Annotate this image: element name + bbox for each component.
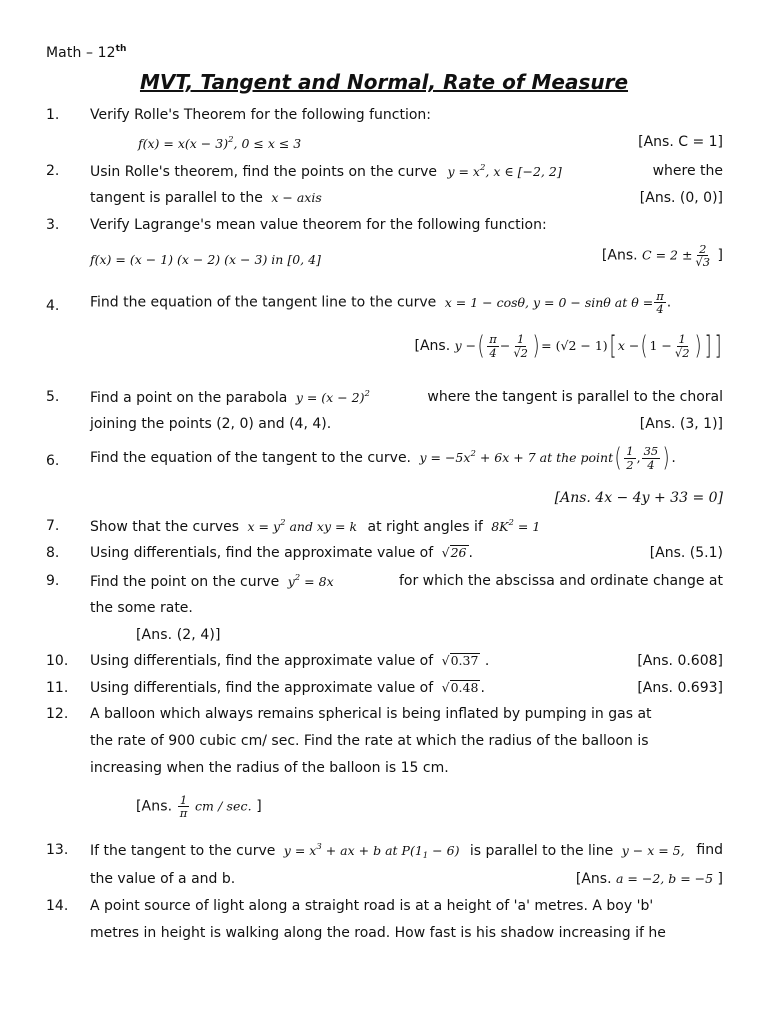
answer-fraction [487,333,499,358]
radicand: 26 [450,545,467,560]
question-text: find [696,842,723,858]
answer-math: a = −2, b = −5 [615,871,714,886]
answer-fraction [693,243,712,268]
math-superscript: 2 [280,518,286,528]
question-text: Find the equation of the tangent to the curve. [90,450,412,466]
math-fragment: y = x [447,164,480,179]
question-text: where the tangent is parallel to the choral [427,389,723,405]
question-math [296,390,370,405]
fraction-numerator: 1 [626,444,634,459]
question-text: the some rate. [90,600,193,616]
question-text: increasing when the radius of the balloon is 15 cm. [90,760,449,776]
question-line [90,389,370,406]
math-fragment: − 6) [428,843,460,858]
question-number: 5. [46,389,60,405]
answer-prefix: [Ans. [575,871,612,887]
question-fraction [654,290,666,315]
math-superscript: 2 [470,449,476,459]
question-line [90,190,322,206]
subject-label [46,44,127,61]
question-line [90,163,562,180]
math-fragment: + ax + b at P(1 [321,843,423,858]
question-fraction [624,445,635,470]
page-title: MVT, Tangent and Normal, Rate of Measure [139,70,629,94]
answer-math: x − [617,338,640,353]
radicand: 0.48 [450,680,479,695]
radicand: 0.37 [450,653,479,668]
question-line: Using differentials, find the approximate value of √0.48 . [90,680,485,696]
math-fragment: 8K [491,519,509,534]
answer-prefix: [Ans. [601,247,638,264]
fraction-denominator: 4 [656,302,664,317]
answer: [Ans. (5.1) [649,545,723,561]
question-number: 1. [46,107,60,123]
answer [576,871,723,887]
answer-math: = (√2 − 1) [541,338,608,353]
question-line: Find the equation of the tangent to the curve. $y = -5x^2 + 6x + 7$ at the point( $\frac{1}{2}$ , $\frac{35}{4}$ ) . [90,443,676,473]
answer-fraction [511,333,530,358]
fraction-denominator: √3 [695,255,711,270]
question-text: the rate of 900 cubic cm/ sec. Find the rate at which the radius of the balloon is [90,733,649,749]
math-superscript: 2 [364,389,370,399]
answer-prefix: [Ans. [136,798,173,815]
math-superscript: 2 [480,163,486,173]
fraction-numerator: 2 [699,242,707,256]
question-text: A balloon which always remains spherical is being inflated by pumping in gas at [90,706,652,722]
question-number: 2. [46,163,60,179]
question-math: f(x) = (x − 1) (x − 2) (x − 3) in [0, 4] [90,252,321,267]
question-text: where the [652,163,723,179]
answer-fraction [178,794,190,819]
math-fragment: , x ∈ [−2, 2] [485,164,562,179]
math-fragment: f(x) = x(x − 3) [138,136,229,151]
question-text: Using differentials, find the approximate value of [90,545,434,561]
subject-superscript: th [115,44,127,54]
math-fragment: and xy = k [285,519,358,534]
fraction-denominator: 4 [647,457,655,472]
question-number: 8. [46,545,60,561]
fraction-denominator: √2 [513,345,528,360]
question-number: 14. [46,898,69,914]
math-fragment: x = y [247,519,281,534]
fraction-numerator: π [489,332,497,347]
question-number: 12. [46,706,69,722]
fraction-denominator: π [179,806,188,821]
answer-prefix: [Ans. [414,338,451,354]
question-math: x − axis [271,190,322,205]
answer-math: y − [454,338,477,353]
question-fraction [642,445,661,470]
answer-fraction [673,333,692,358]
answer: [Ans. y −( $\frac{\pi}{4}$ − $\frac{1}{√2}$ ) = (√2 − 1)[ x −( 1 − $\frac{1}{√2}$ ) ] ] [414,331,722,361]
answer: [Ans. 0.693] [637,680,723,696]
question-math [419,450,613,465]
math-fragment: y = x [283,843,317,858]
question-line [90,573,334,590]
fraction-numerator: 35 [643,444,659,459]
question-math [491,519,540,534]
answer-math: 1 − [649,338,672,353]
question-number: 9. [46,573,60,589]
question-text: Using differentials, find the approximate value of [90,653,434,669]
question-math: y − x = 5, [621,843,685,858]
question-line [90,842,685,861]
math-superscript: 3 [316,842,322,852]
fraction-denominator: √2 [674,345,690,360]
question-text: the value of a and b. [90,871,236,887]
question-line: Using differentials, find the approximate value of √26 . [90,545,473,561]
question-math [283,842,460,861]
question-line: Using differentials, find the approximate value of √0.37 . [90,653,490,669]
answer: [Ans. C = 1] [638,134,723,150]
answer: [Ans. (0, 0)] [639,190,723,206]
question-math [447,164,561,179]
math-superscript: 2 [508,518,514,528]
fraction-numerator: π [656,289,664,303]
question-number: 7. [46,518,60,534]
math-fragment: y = (x − 2) [295,390,365,405]
question-line: Find the equation of the tangent line to the curve x = 1 − cosθ, y = 0 − sinθ at θ = $\frac{\pi}{4}$ . [90,289,672,317]
question-text: tangent is parallel to the [90,190,263,206]
question-text: A point source of light along a straight road is at a height of 'a' metres. A boy 'b' [90,898,654,914]
answer-suffix: ] [717,871,723,887]
question-text: Find a point on the parabola [90,390,288,406]
question-math [248,519,358,534]
answer-math: C = 2 ± [642,247,693,263]
math-fragment: = 1 [513,519,541,534]
question-text: Verify Rolle's Theorem for the following function: [90,107,431,123]
question-line [90,518,540,535]
question-number: 13. [46,842,69,858]
math-fragment: + 6x + 7 at the point [475,450,614,465]
math-subscript: 1 [422,851,429,861]
question-text: Usin Rolle's theorem, find the points on the curve [90,164,437,180]
fraction-numerator: 1 [678,332,686,347]
answer [602,243,723,268]
question-math: x = 1 − cosθ, y = 0 − sinθ at θ = [444,294,654,310]
math-superscript: 2 [228,135,234,145]
question-text: Using differentials, find the approximate value of [90,680,434,696]
question-number: 11. [46,680,69,696]
math-fragment: = 8x [300,574,334,589]
question-text: Find the equation of the tangent line to the curve [90,294,437,311]
math-fragment: , 0 ≤ x ≤ 3 [233,136,302,151]
math-superscript: 2 [294,573,301,583]
question-text: for which the abscissa and ordinate change at [398,573,723,589]
question-text: joining the points (2, 0) and (4, 4). [90,416,332,432]
question-number: 3. [46,217,60,233]
answer: [Ans. 0.608] [637,653,723,669]
answer: [Ans. (2, 4)] [136,627,221,643]
question-text: Show that the curves [90,519,240,535]
answer-suffix: ] [256,798,262,815]
question-number: 10. [46,653,69,669]
question-math [138,135,301,151]
answer-suffix: ] [717,247,723,264]
subject-text: Math – 12 [46,45,116,61]
answer: [Ans. (3, 1)] [639,416,723,432]
answer [136,794,262,819]
question-text: Verify Lagrange's mean value theorem for the following function: [90,217,547,233]
question-math [288,574,334,589]
question-text: at right angles if [367,519,483,535]
answer: [Ans. 4x − 4y + 33 = 0] [554,490,723,506]
question-number: 6. [46,453,60,469]
fraction-numerator: 1 [179,793,188,807]
math-fragment: y [287,574,295,589]
question-text: Find the point on the curve [90,574,280,590]
answer-math: cm / sec. [194,798,252,814]
fraction-denominator: 2 [626,457,634,472]
math-fragment: y = −5x [419,450,471,465]
question-text: is parallel to the line [469,843,614,859]
question-number: 4. [46,298,60,314]
question-text: metres in height is walking along the road. How fast is his shadow increasing if he [90,925,666,941]
question-text: If the tangent to the curve [90,843,276,859]
fraction-denominator: 4 [489,345,497,360]
fraction-numerator: 1 [517,332,525,347]
